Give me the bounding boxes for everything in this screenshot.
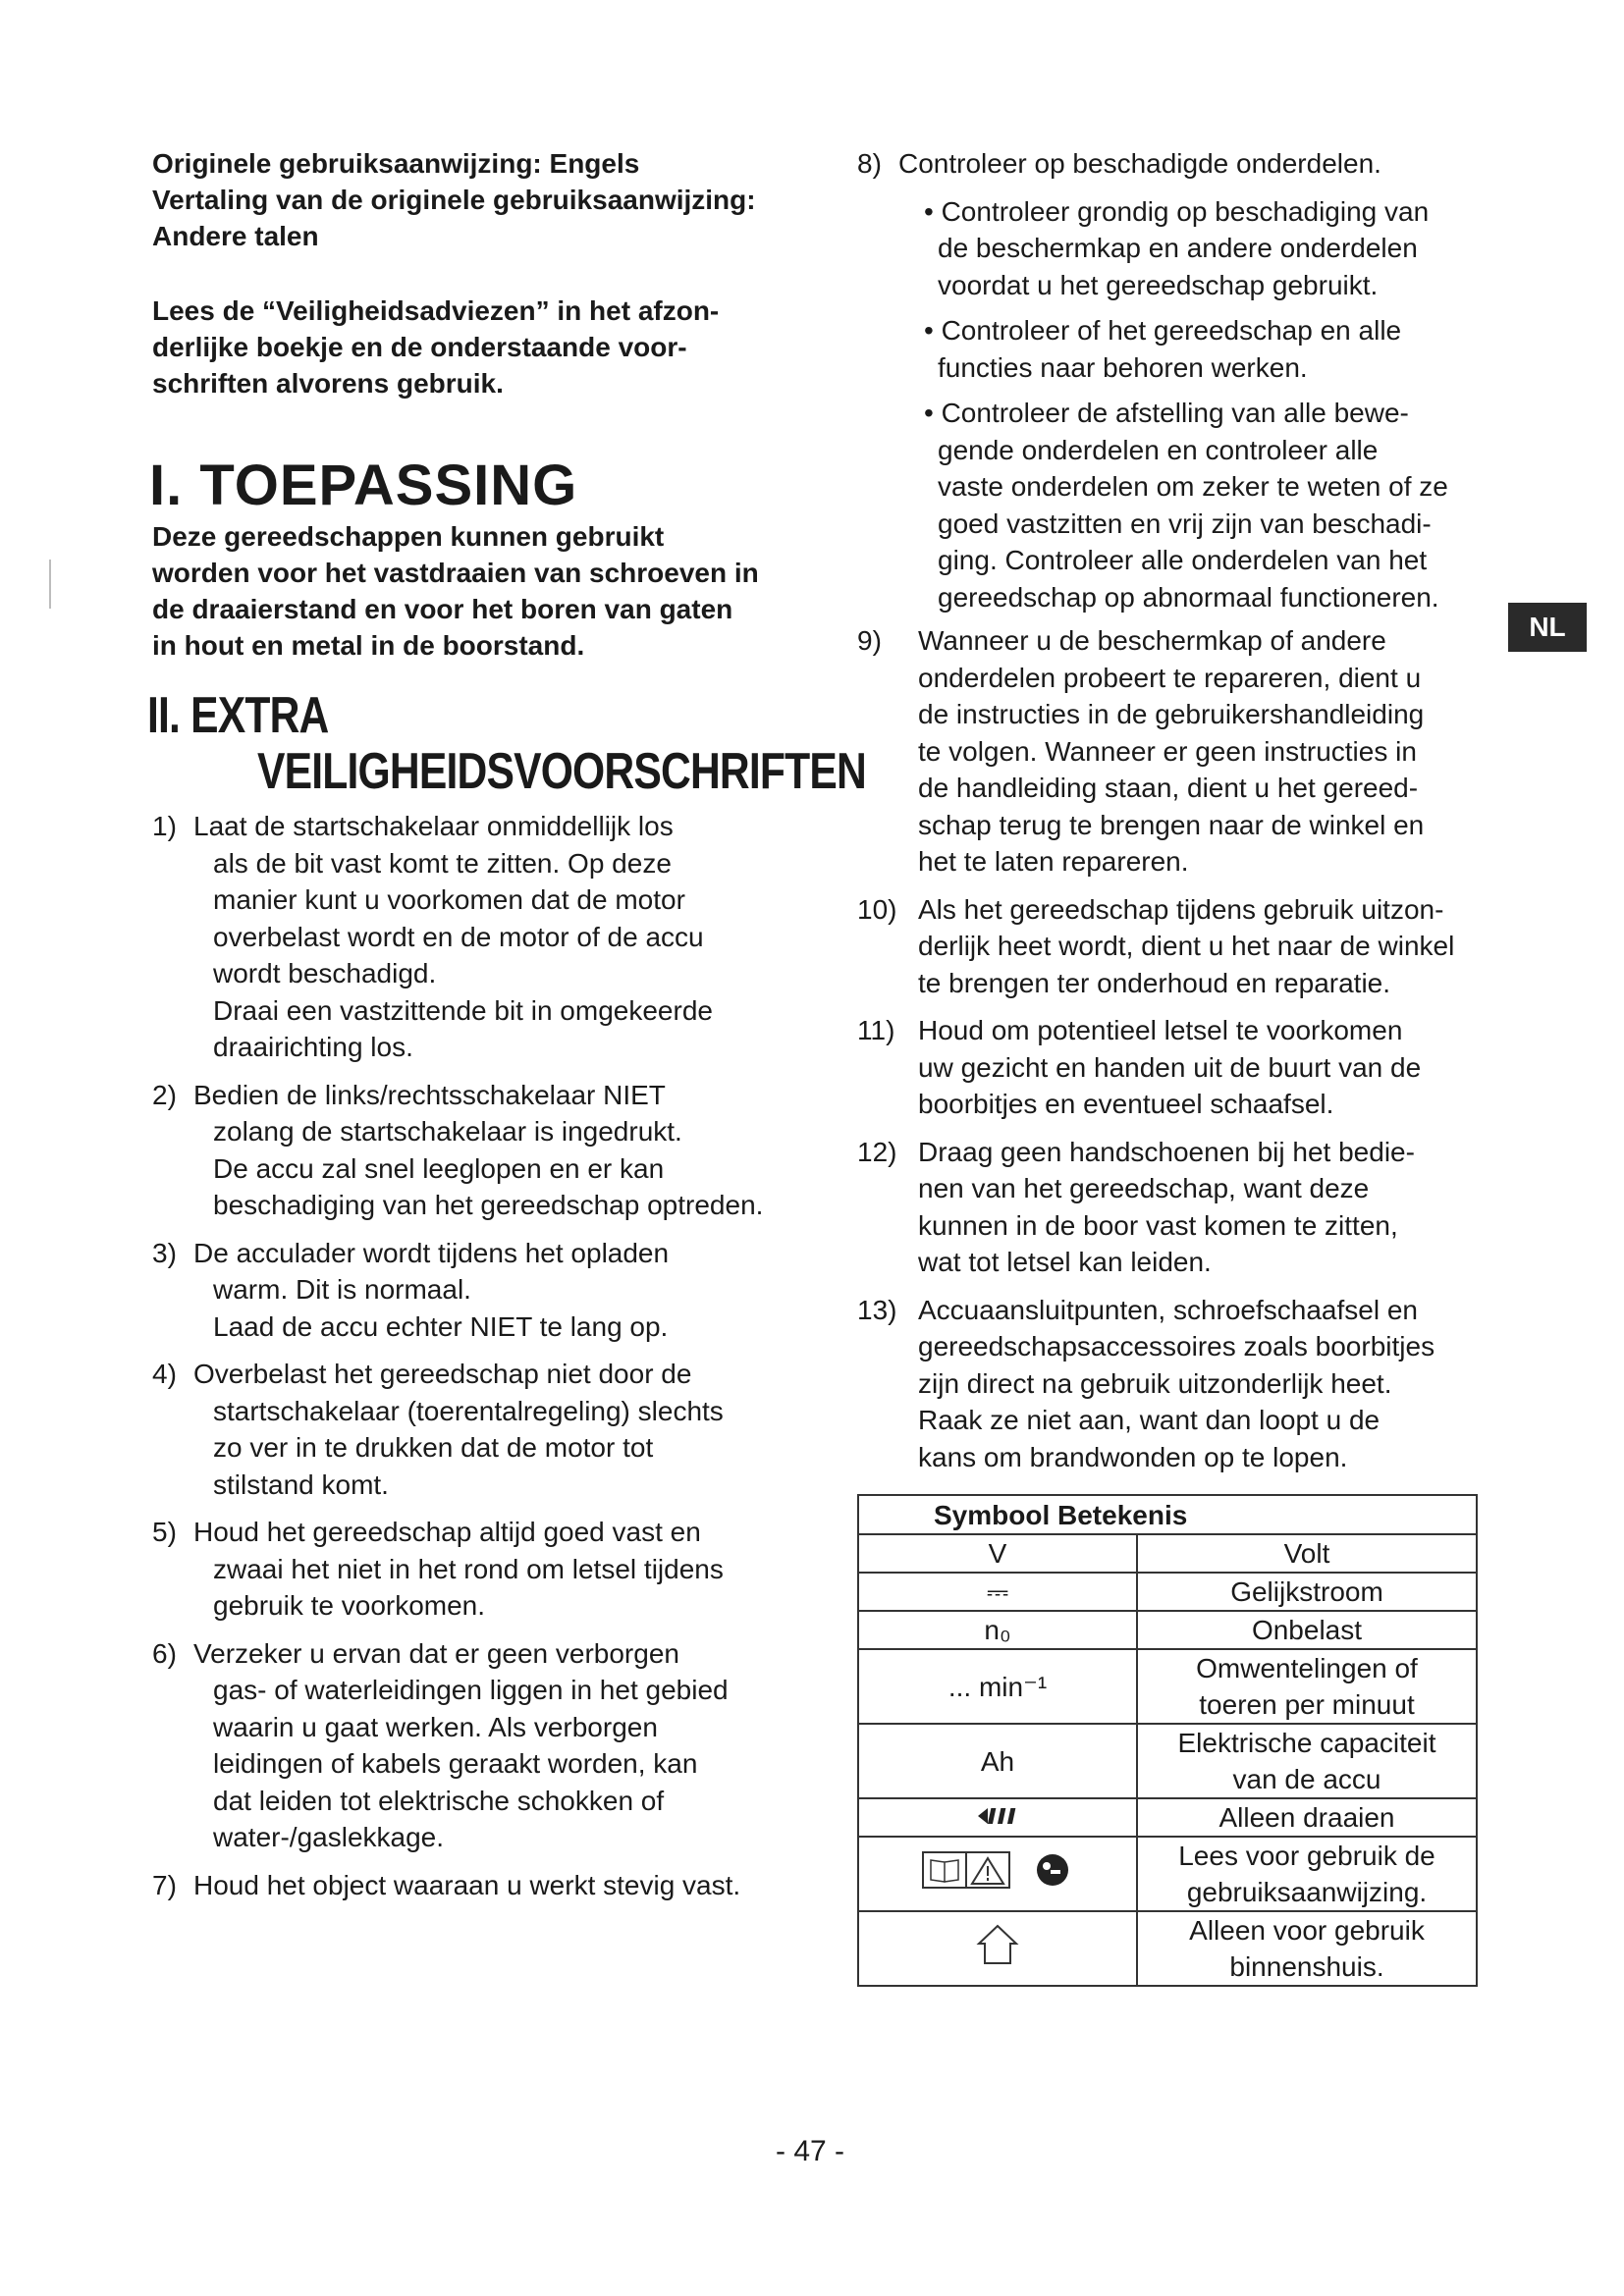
item-line: Houd om potentieel letsel te voorkomen <box>918 1015 1403 1045</box>
item-line: uw gezicht en handen uit de buurt van de <box>918 1051 1422 1083</box>
meaning-line: Elektrische capaciteit <box>1177 1728 1436 1758</box>
header-line: Andere talen <box>152 221 319 251</box>
bullet-line: ging. Controleer alle onderdelen van het <box>938 545 1428 575</box>
item-number: 12) <box>857 1136 897 1167</box>
item-line: De accu zal snel leeglopen en er kan <box>213 1152 665 1184</box>
item-line: zwaai het niet in het rond om letsel tijdens <box>213 1553 724 1584</box>
table-row <box>858 1611 1477 1649</box>
symbol-cell: Ah <box>858 1724 1137 1798</box>
notice-line: Lees de “Veiligheidsadviezen” in het afzon- <box>152 295 720 326</box>
indoor-house-icon <box>858 1911 1137 1986</box>
item-line: Raak ze niet aan, want dan loopt u de <box>918 1405 1380 1435</box>
header-line: Originele gebruiksaanwijzing: Engels <box>152 148 640 179</box>
list-item <box>857 891 1486 1002</box>
item-line: gebruik te voorkomen. <box>213 1590 486 1621</box>
item-line: overbelast wordt en de motor of de accu <box>213 921 704 952</box>
intro-line: de draaierstand en voor het boren van gaten <box>152 594 733 624</box>
item-line: warm. Dit is normaal. <box>213 1274 471 1305</box>
item-number: 7) <box>152 1869 177 1900</box>
bullet-item <box>857 395 1486 615</box>
table-row <box>858 1724 1477 1798</box>
item-line: Draag geen handschoenen bij het bedie- <box>918 1136 1415 1167</box>
header-line: Vertaling van de originele gebruiksaanwijzing: <box>152 185 756 215</box>
item-number: 8) <box>857 148 882 179</box>
item-line: Laad de accu echter NIET te lang op. <box>213 1310 669 1342</box>
bullet-line: vaste onderdelen om zeker te weten of ze <box>938 471 1448 502</box>
bullet-line: de beschermkap en andere onderdelen <box>938 233 1418 263</box>
meaning-cell <box>1137 1911 1477 1986</box>
item-line: kans om brandwonden op te lopen. <box>918 1441 1348 1472</box>
notice-line: derlijke boekje en de onderstaande voor- <box>152 332 687 362</box>
item8-bullets <box>857 193 1486 616</box>
bullet-line: functies naar behoren werken. <box>938 351 1308 383</box>
list-item <box>857 622 1486 881</box>
symbol-table <box>857 1494 1478 1987</box>
item-line: manier kunt u voorkomen dat de motor <box>213 884 685 915</box>
list-item <box>152 1077 790 1224</box>
page-number: - 47 - <box>776 2135 845 2167</box>
item-line: de instructies in de gebruikershandleiding <box>918 699 1425 729</box>
list-item <box>152 1867 790 1904</box>
item-line: te brengen ter onderhoud en reparatie. <box>918 967 1391 998</box>
bullet-line: • Controleer grondig op beschadiging van <box>924 195 1430 227</box>
item-line: draairichting los. <box>213 1032 413 1062</box>
application-text <box>152 518 800 664</box>
item-line: nen van het gereedschap, want deze <box>918 1173 1370 1203</box>
list-item <box>152 1356 790 1503</box>
item-line: Overbelast het gereedschap niet door de <box>193 1359 692 1389</box>
manual-header <box>152 145 790 254</box>
bullet-line: goed vastzitten en vrij zijn van beschadi- <box>938 507 1432 539</box>
item-number: 10) <box>857 893 897 925</box>
item-number: 3) <box>152 1237 177 1268</box>
safety-notice <box>152 293 790 401</box>
symbol-cell: ... min⁻¹ <box>858 1649 1137 1724</box>
item-line: Houd het object waaraan u werkt stevig vast. <box>193 1869 741 1900</box>
bullet-line: • Controleer of het gereedschap en alle <box>924 315 1402 346</box>
item-line: leidingen of kabels geraakt worden, kan <box>213 1748 698 1779</box>
item-line: startschakelaar (toerentalregeling) slechts <box>213 1395 724 1426</box>
right-items <box>857 622 1486 1475</box>
item-line: schap terug te brengen naar de winkel en <box>918 809 1425 840</box>
meaning-line: gebruiksaanwijzing. <box>1186 1877 1428 1907</box>
list-item <box>152 1235 790 1346</box>
item-line: de handleiding staan, dient u het gereed- <box>918 773 1419 803</box>
meaning-line: Volt <box>1283 1538 1330 1569</box>
item-line: als de bit vast komt te zitten. Op deze <box>213 847 672 879</box>
list-item <box>857 1292 1486 1476</box>
intro-line: Deze gereedschappen kunnen gebruikt <box>152 521 665 552</box>
list-item <box>152 1514 790 1625</box>
item-line: zo ver in te drukken dat de motor tot <box>213 1432 654 1463</box>
item-line: zijn direct na gebruik uitzonderlijk heet. <box>918 1367 1392 1399</box>
table-header: Symbool Betekenis <box>858 1495 1477 1534</box>
item-number: 1) <box>152 811 177 841</box>
safety-list-right <box>857 145 1486 1486</box>
language-badge: NL <box>1508 603 1587 652</box>
item-number: 13) <box>857 1294 897 1325</box>
item-number: 5) <box>152 1517 177 1547</box>
item-line: beschadiging van het gereedschap optreden. <box>213 1190 764 1220</box>
section-title-extra: II. EXTRA <box>147 687 329 744</box>
list-item <box>152 808 790 1066</box>
item-number: 11) <box>857 1015 895 1045</box>
item-number: 6) <box>152 1637 177 1669</box>
item-line: waarin u gaat werken. Als verborgen <box>213 1711 658 1742</box>
item-line: kunnen in de boor vast komen te zitten, <box>918 1209 1398 1241</box>
item-line: Als het gereedschap tijdens gebruik uitzon- <box>918 893 1444 925</box>
item-line: Laat de startschakelaar onmiddellijk los <box>193 811 674 841</box>
read-manual-icons <box>858 1837 1137 1911</box>
list-item <box>857 1012 1486 1123</box>
table-row <box>858 1573 1477 1611</box>
item-text: Controleer op beschadigde onderdelen. <box>898 148 1381 179</box>
item-line: Draai een vastzittende bit in omgekeerde <box>213 994 713 1026</box>
item-line: gas- of waterleidingen liggen in het gebied <box>213 1675 729 1705</box>
item-line: het te laten repareren. <box>918 846 1189 877</box>
section-title-application: I. TOEPASSING <box>149 454 578 517</box>
item-number: 4) <box>152 1359 177 1389</box>
item-line: Verzeker u ervan dat er geen verborgen <box>193 1637 679 1669</box>
meaning-line: Lees voor gebruik de <box>1178 1841 1435 1871</box>
safety-list-left <box>152 808 790 1914</box>
item-line: water-/gaslekkage. <box>213 1822 445 1852</box>
bullet-line: • Controleer de afstelling van alle bewe- <box>924 398 1409 428</box>
section-title-safety: VEILIGHEIDSVOORSCHRIFTEN <box>257 743 866 800</box>
item-line: te volgen. Wanneer er geen instructies in <box>918 735 1417 767</box>
bullet-line: gereedschap op abnormaal functioneren. <box>938 581 1439 613</box>
table-row <box>858 1837 1477 1911</box>
bullet-item <box>857 193 1486 304</box>
item-number: 2) <box>152 1079 177 1110</box>
table-row <box>858 1798 1477 1837</box>
intro-line: in hout en metal in de boorstand. <box>152 630 585 661</box>
symbol-cell: n₀ <box>858 1611 1137 1649</box>
item-line: derlijk heet wordt, dient u het naar de winkel <box>918 931 1455 961</box>
meaning-line: Alleen voor gebruik <box>1189 1915 1425 1946</box>
bullet-line: voordat u het gereedschap gebruikt. <box>938 269 1379 300</box>
list-item <box>857 145 1486 183</box>
item-line: Accuaansluitpunten, schroefschaafsel en <box>918 1294 1418 1325</box>
meaning-cell <box>1137 1573 1477 1611</box>
item-line: stilstand komt. <box>213 1468 389 1500</box>
item-line: onderdelen probeert te repareren, dient u <box>918 662 1422 693</box>
table-row <box>858 1911 1477 1986</box>
meaning-line: Alleen draaien <box>1218 1802 1395 1833</box>
item-line: zolang de startschakelaar is ingedrukt. <box>213 1116 682 1147</box>
meaning-line: Onbelast <box>1251 1615 1363 1645</box>
meaning-cell <box>1137 1798 1477 1837</box>
item-line: boorbitjes en eventueel schaafsel. <box>918 1089 1334 1119</box>
bullet-item <box>857 312 1486 386</box>
item-line: wordt beschadigd. <box>213 958 437 988</box>
meaning-line: Gelijkstroom <box>1230 1576 1383 1607</box>
list-item <box>152 1635 790 1856</box>
meaning-line: toeren per minuut <box>1199 1689 1415 1720</box>
item-line: Bedien de links/rechtsschakelaar NIET <box>193 1079 666 1110</box>
item-line: dat leiden tot elektrische schokken of <box>213 1785 665 1816</box>
meaning-cell <box>1137 1724 1477 1798</box>
meaning-cell <box>1137 1649 1477 1724</box>
meaning-line: van de accu <box>1232 1764 1381 1794</box>
intro-line: worden voor het vastdraaien van schroeven in <box>152 558 759 588</box>
symbol-cell: ⎓ <box>858 1573 1137 1611</box>
symbol-cell: V <box>858 1534 1137 1573</box>
notice-line: schriften alvorens gebruik. <box>152 368 504 399</box>
rotation-only-icon <box>858 1798 1137 1837</box>
meaning-cell <box>1137 1837 1477 1911</box>
margin-mark <box>49 560 51 609</box>
item-line: gereedschapsaccessoires zoals boorbitjes <box>918 1331 1435 1362</box>
item-line: Wanneer u de beschermkap of andere <box>918 625 1386 656</box>
meaning-cell <box>1137 1534 1477 1573</box>
list-item <box>857 1134 1486 1281</box>
item-line: Houd het gereedschap altijd goed vast en <box>193 1517 701 1547</box>
meaning-cell <box>1137 1611 1477 1649</box>
table-row <box>858 1649 1477 1724</box>
symbol-table-body <box>858 1534 1477 1986</box>
table-row <box>858 1534 1477 1573</box>
meaning-line: binnenshuis. <box>1229 1951 1384 1982</box>
bullet-line: gende onderdelen en controleer alle <box>938 434 1379 465</box>
item-line: wat tot letsel kan leiden. <box>918 1247 1212 1277</box>
item-line: De acculader wordt tijdens het opladen <box>193 1237 670 1268</box>
meaning-line: Omwentelingen of <box>1196 1653 1418 1683</box>
item-number: 9) <box>857 625 882 656</box>
